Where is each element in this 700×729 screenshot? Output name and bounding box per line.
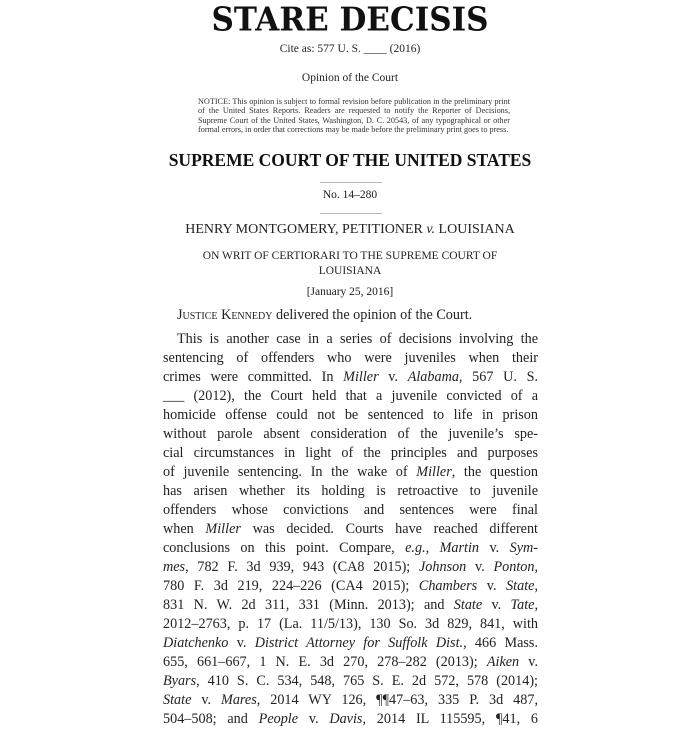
opinion-label: Opinion of the Court <box>301 72 399 84</box>
body-line: homicide offense could not be sentenced to life in prison <box>163 407 538 423</box>
versus: v. <box>426 222 436 237</box>
decision-date: [January 25, 2016] <box>306 286 394 298</box>
body-line: ___ (2012), the Court held that a juvenile convicted of a <box>163 388 538 404</box>
docket-number: No. 14–280 <box>322 189 378 201</box>
divider <box>320 213 382 214</box>
justice-name: Justice Kennedy <box>177 307 273 323</box>
citation: Cite as: 577 U. S. ____ (2016) <box>279 43 421 55</box>
delivered-line <box>177 307 472 324</box>
body-line: Byars, 410 S. C. 534, 548, 765 S. E. 2d 572, 578 (2014); <box>163 673 538 689</box>
body-line: 655, 661–667, 1 N. E. 3d 270, 278–282 (2013); Aiken v. <box>163 654 538 670</box>
petitioner: HENRY MONTGOMERY, PETITIONER <box>185 222 423 237</box>
body-line: conclusions on this point. Compare, e.g., Martin v. Sym- <box>163 540 538 556</box>
body-line: Diatchenko v. District Attorney for Suffolk Dist., 466 Mass. <box>163 635 538 651</box>
body-line: State v. Mares, 2014 WY 126, ¶¶47–63, 335 P. 3d 487, <box>163 692 538 708</box>
body-line: crimes were committed. In Miller v. Alabama, 567 U. S. <box>163 369 539 385</box>
body-line: mes, 782 F. 3d 939, 943 (CA8 2015); Johnson v. Ponton, <box>163 559 539 575</box>
body-line: of juvenile sentencing. In the wake of Miller, the question <box>163 464 538 480</box>
notice-text: NOTICE: This opinion is subject to formal revision before publication in the preliminary print of the United States Reports. Readers are requested to notify the Reporter of Decisions, Supreme Court of the United States, Washington, D. C. 20543, of any typographical or other formal errors, in order that corrections may be made before the preliminary print goes to press. <box>198 97 510 135</box>
body-line: 504–508; and People v. Davis, 2014 IL 115595, ¶41, 6 <box>163 711 538 727</box>
body-line: has arisen whether its holding is retroactive to juvenile <box>163 483 538 499</box>
body-line: offenders whose convictions and sentences were final <box>163 502 538 518</box>
body-line: 780 F. 3d 219, 224–226 (CA4 2015); Chambers v. State, <box>163 578 538 594</box>
opinion-body <box>163 330 538 729</box>
banner-title: STARE DECISIS <box>211 1 489 39</box>
case-parties <box>0 222 700 238</box>
respondent: LOUISIANA <box>438 222 515 237</box>
writ-line: ON WRIT OF CERTIORARI TO THE SUPREME COURT OF LOUISIANA <box>202 250 498 277</box>
body-line: This is another case in a series of decisions involving the <box>177 331 538 347</box>
court-name: SUPREME COURT OF THE UNITED STATES <box>168 150 532 170</box>
body-line: when Miller was decided. Courts have reached different <box>163 521 539 537</box>
delivered-text: delivered the opinion of the Court. <box>272 307 473 323</box>
body-line: cial circumstances in light of the principles and purposes <box>163 445 538 461</box>
body-line: 2012–2763, p. 17 (La. 11/5/13), 130 So. 3d 829, 841, with <box>163 616 538 632</box>
body-line: without parole absent consideration of the juvenile’s spe- <box>163 426 538 442</box>
divider <box>320 182 382 183</box>
body-line: 831 N. W. 2d 311, 331 (Minn. 2013); and State v. Tate, <box>163 597 539 613</box>
body-line: sentencing of offenders who were juveniles when their <box>163 350 538 366</box>
